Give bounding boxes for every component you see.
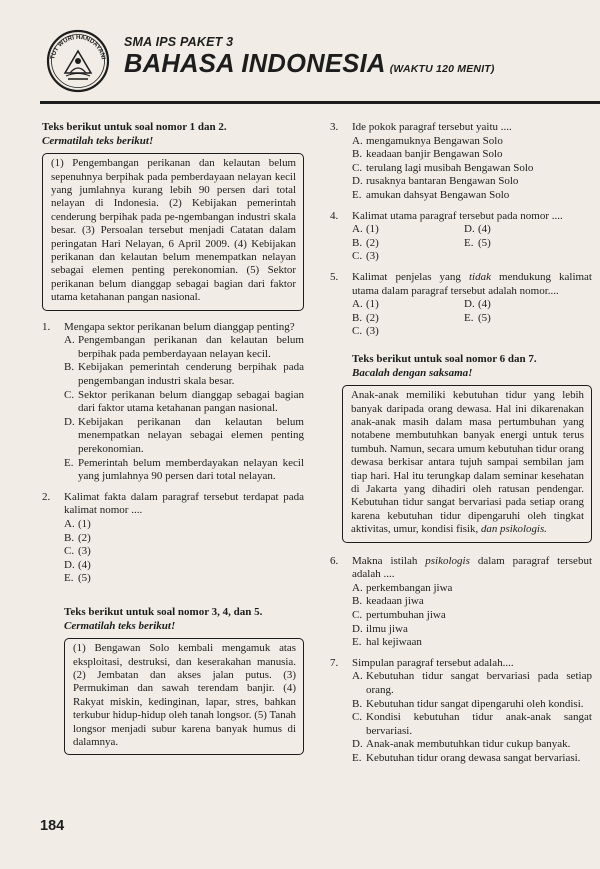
question-3-option-a[interactable]: A. mengamuknya Bengawan Solo [352, 134, 503, 147]
question-3 [330, 121, 592, 203]
question-5-option-b[interactable]: B. (2) [352, 311, 379, 324]
tut-wuri-handayani-emblem-icon [44, 27, 112, 93]
question-4-option-a[interactable]: A. (1) [352, 223, 379, 236]
left-column [42, 121, 304, 755]
question-5-option-c[interactable]: C. (3) [352, 325, 379, 338]
question-5-option-e[interactable]: E. (5) [464, 311, 491, 324]
question-3-option-c[interactable]: C. terulang lagi musibah Bengawan Solo [352, 161, 534, 174]
question-4-option-b[interactable]: B. (2) [352, 236, 379, 249]
question-7-option-d[interactable]: D. Anak-anak membutuhkan tidur cukup banyak. [352, 738, 571, 751]
emblem-text: TUT WURI HANDAYANI [49, 33, 107, 61]
question-2-stem: Kalimat fakta dalam paragraf tersebut terdapat pada kalimat nomor .... [64, 490, 304, 517]
exam-duration: (WAKTU 120 MENIT) [389, 63, 495, 75]
question-4-stem: Kalimat utama paragraf tersebut pada nomor .... [352, 209, 563, 222]
question-1-option-a[interactable]: A. Pengembangan perikanan dan kelautan belum berpihak pada pemberdayaan nelayan kecil. [64, 334, 304, 360]
question-1-stem: Mengapa sektor perikanan belum dianggap penting? [64, 320, 295, 333]
passage-3: Anak-anak memiliki kebutuhan tidur yang lebih banyak daripada orang dewasa. Hal ini dikarenakan anak-anak masih dalam masa pertumbuhan yang notabene membutuhkan banyak energi untuk terus tumbuh. Namun, secara umum kebutuhan tidur orang dewasa berkisar antara tujuh sampai sembilan jam tiap hari. Hal itu terungkap dalam seminar kesehatan di Jakarta yang dihadiri oleh ratusan pendengar. Kebutuhan tidur sangat bervariasi pada setiap orang karena kebutuhan tidur dipengaruhi oleh tingkat aktivitas, umur, kondisi fisik, dan psikologis. [342, 385, 592, 542]
right-column [330, 121, 592, 765]
question-6-option-a[interactable]: A. perkembangan jiwa [352, 581, 453, 594]
question-4-option-c[interactable]: C. (3) [352, 250, 379, 263]
question-1-option-d[interactable]: D. Kebijakan perikanan dan kelautan belum menempatkan nelayan sebagai elemen penting perekonomian. [64, 415, 304, 455]
question-3-number: 3. [330, 121, 339, 133]
question-3-option-d[interactable]: D. rusaknya bantaran Bengawan Solo [352, 175, 519, 188]
question-3-option-e[interactable]: E. amukan dahsyat Bengawan Solo [352, 188, 510, 201]
section-3-instruction: Bacalah dengan saksama! [352, 366, 473, 379]
section-2-intro: Teks berikut untuk soal nomor 3, 4, dan 5. [64, 605, 263, 618]
header-divider [40, 101, 600, 104]
question-6-number: 6. [330, 554, 339, 567]
question-7-option-e[interactable]: E. Kebutuhan tidur orang dewasa sangat bervariasi. [352, 751, 581, 764]
section-1-intro: Teks berikut untuk soal nomor 1 dan 2. [42, 121, 227, 133]
question-2-option-d[interactable]: D. (4) [64, 558, 91, 571]
question-7-stem: Simpulan paragraf tersebut adalah.... [352, 656, 514, 669]
question-2-option-a[interactable]: A. (1) [64, 517, 91, 530]
question-3-stem: Ide pokok paragraf tersebut yaitu .... [352, 121, 512, 133]
question-1-number: 1. [42, 320, 51, 333]
question-7-option-c[interactable]: C. Kondisi kebutuhan tidur anak-anak sangat bervariasi. [352, 711, 592, 737]
passage-2: (1) Bengawan Solo kembali mengamuk atas eksploitasi, destruksi, dan keserakahan manusia. (2) Jembatan dan akses jalan putus. (3) Permukiman dan sawah terendam banjir. (4) Rakyat miskin, kedinginan, lapar, stres, bahkan terkubur hidup-hidup oleh tanah longsor. (5) Tanah longsor menjadi subur karena banyak humus di dalamnya. [64, 638, 304, 755]
question-4-option-e[interactable]: E. (5) [464, 236, 491, 249]
question-7-option-a[interactable]: A. Kebutuhan tidur sangat bervariasi pada setiap orang. [352, 670, 592, 696]
section-1-instruction: Cermatilah teks berikut! [42, 134, 154, 147]
question-6-stem: Makna istilah psikologis dalam paragraf tersebut adalah .... [352, 554, 592, 581]
question-5 [330, 271, 592, 339]
question-2 [42, 491, 304, 586]
question-7 [330, 657, 592, 766]
question-7-number: 7. [330, 656, 339, 669]
question-5-stem: Kalimat penjelas yang tidak mendukung kalimat utama dalam paragraf tersebut adalah nomor.... [352, 270, 592, 297]
question-1-option-b[interactable]: B. Kebijakan pemerintah cenderung berpihak pada pengembangan industri skala besar. [64, 361, 304, 388]
question-6-option-c[interactable]: C. pertumbuhan jiwa [352, 608, 446, 621]
question-6-option-d[interactable]: D. ilmu jiwa [352, 622, 408, 635]
question-4-number: 4. [330, 209, 339, 222]
question-3-option-b[interactable]: B. keadaan banjir Bengawan Solo [352, 148, 503, 161]
question-1-option-c[interactable]: C. Sektor perikanan belum dianggap sebagai bagian dari faktor utama ketahanan pangan nasional. [64, 388, 304, 415]
exam-package-label: SMA IPS PAKET 3 [124, 35, 234, 49]
question-6-option-b[interactable]: B. keadaan jiwa [352, 595, 424, 608]
subject-title: BAHASA INDONESIA [124, 50, 386, 78]
question-6 [330, 555, 592, 650]
page-title [124, 50, 495, 79]
question-2-option-b[interactable]: B. (2) [64, 531, 91, 544]
question-5-option-d[interactable]: D. (4) [464, 298, 491, 311]
question-2-option-e[interactable]: E. (5) [64, 572, 91, 585]
question-5-option-a[interactable]: A. (1) [352, 298, 379, 311]
question-7-option-b[interactable]: B. Kebutuhan tidur sangat dipengaruhi oleh kondisi. [352, 697, 584, 710]
question-1 [42, 321, 304, 484]
question-2-number: 2. [42, 490, 51, 503]
question-5-number: 5. [330, 270, 339, 283]
question-1-option-e[interactable]: E. Pemerintah belum memberdayakan nelayan kecil yang jumlahnya 90 persen dari total nelayan. [64, 456, 304, 483]
section-2-instruction: Cermatilah teks berikut! [64, 619, 176, 632]
section-3-intro: Teks berikut untuk soal nomor 6 dan 7. [352, 352, 537, 365]
question-4-option-d[interactable]: D. (4) [464, 223, 491, 236]
question-6-option-e[interactable]: E. hal kejiwaan [352, 636, 422, 649]
question-2-option-c[interactable]: C. (3) [64, 545, 91, 558]
page-number: 184 [40, 818, 65, 834]
question-4 [330, 210, 592, 264]
passage-1: (1) Pengembangan perikanan dan kelautan belum sepenuhnya berpihak pada pemberdayaan nelayan kecil yang jumlahnya kurang lebih 90 persen dari total nelayan di Indonesia. (2) Kebijakan pemerintah cenderung berpihak pada pe-ngembangan industri skala besar. (3) Persoalan tersebut menjadi Catatan dalam peringatan Hari Nelayan, 6 April 2009. (4) Kebijakan perikanan dan kelautan belum menempatkan nelayan sebagai elemen penting perekonomian. (5) Sektor perikanan belum dianggap sebagai bagian dari faktor utama ketahanan pangan nasional. [42, 153, 304, 310]
